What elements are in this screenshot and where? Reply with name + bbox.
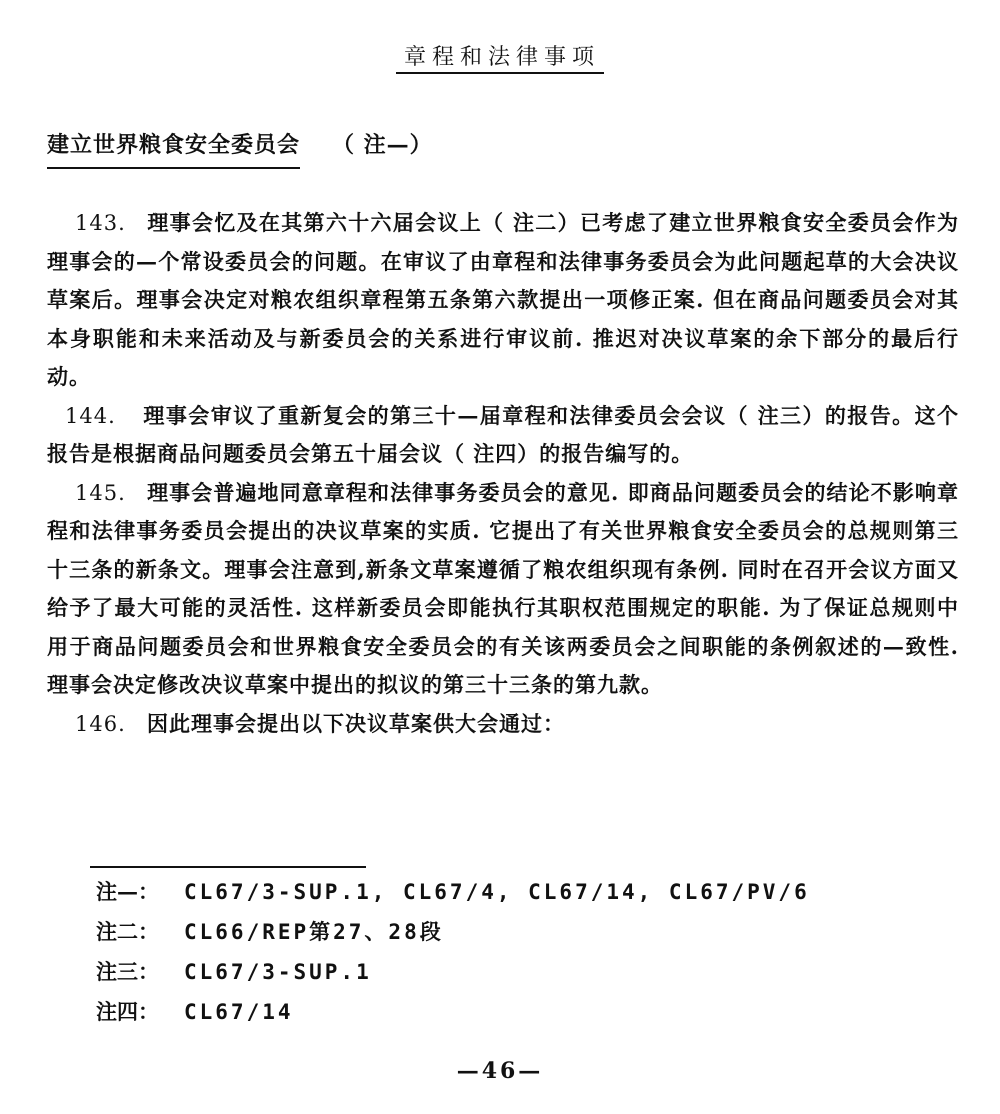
- paragraph-text: 理事会审议了重新复会的第三十—届章程和法律委员会会议（ 注三）的报告。这个报告是根据商品问题委员会第五十届会议（ 注四）的报告编写的。: [47, 402, 959, 466]
- page-header: [0, 40, 1000, 71]
- footnote-4: [96, 992, 810, 1032]
- footnote-1: [96, 872, 810, 912]
- footnote-reference: CL66/REP第27、28段: [184, 920, 444, 944]
- footnote-label: 注三：: [96, 959, 159, 984]
- section-note-ref: （ 注—）: [332, 132, 433, 158]
- paragraph-number: 146.: [75, 711, 126, 736]
- footnote-3: [96, 952, 810, 992]
- paragraph-text: 理事会普遍地同意章程和法律事务委员会的意见. 即商品问题委员会的结论不影响章程和法律事务委员会提出的决议草案的实质. 它提出了有关世界粮食安全委员会的总规则第三十三条的新条文。理事会注意到,新条文草案遵循了粮农组织现有条例. 同时在召开会议方面又给予了最大可能的灵活性. 这样新委员会即能执行其职权范围规定的职能. 为了保证总规则中用于商品问题委员会和世界粮食安全委员会的有关该两委员会之间职能的条例叙述的—致性. 理事会决定修改决议草案中提出的拟议的第三十三条的第九款。: [47, 479, 959, 697]
- section-heading: [47, 128, 433, 169]
- paragraph-number: 144.: [65, 403, 116, 428]
- paragraph-144: [47, 397, 959, 474]
- footnote-reference: CL67/3-SUP.1, CL67/4, CL67/14, CL67/PV/6: [184, 880, 810, 904]
- footnote-label: 注二：: [96, 919, 159, 944]
- paragraph-146: [47, 705, 959, 744]
- paragraph-number: 145.: [75, 480, 126, 505]
- paragraph-number: 143.: [75, 211, 126, 235]
- footnote-label: 注四：: [96, 999, 159, 1024]
- paragraph-145: [47, 474, 959, 705]
- paragraph-text: 理事会忆及在其第六十六届会议上（ 注二）已考虑了建立世界粮食安全委员会作为理事会的—个常设委员会的问题。在审议了由章程和法律事务委员会为此问题起草的大会决议草案后。理事会决定对粮农组织章程第五条第六款提出一项修正案. 但在商品问题委员会对其本身职能和未来活动及与新委员会的关系进行审议前. 推迟对决议草案的余下部分的最后行动。: [47, 210, 959, 389]
- footnote-reference: CL67/3-SUP.1: [184, 960, 372, 984]
- footnote-reference: CL67/14: [184, 1000, 294, 1024]
- footnotes: [96, 872, 810, 1032]
- page-number: —46—: [456, 1058, 544, 1084]
- paragraph-text: 因此理事会提出以下决议草案供大会通过：: [147, 710, 565, 736]
- body-text: [47, 204, 959, 743]
- section-title: 建立世界粮食安全委员会: [47, 128, 300, 169]
- paragraph-143: [47, 204, 959, 397]
- header-title: 章程和法律事项: [396, 45, 604, 74]
- footnote-label: 注—：: [96, 879, 159, 904]
- footnote-2: [96, 912, 810, 952]
- footnote-separator: [90, 866, 366, 868]
